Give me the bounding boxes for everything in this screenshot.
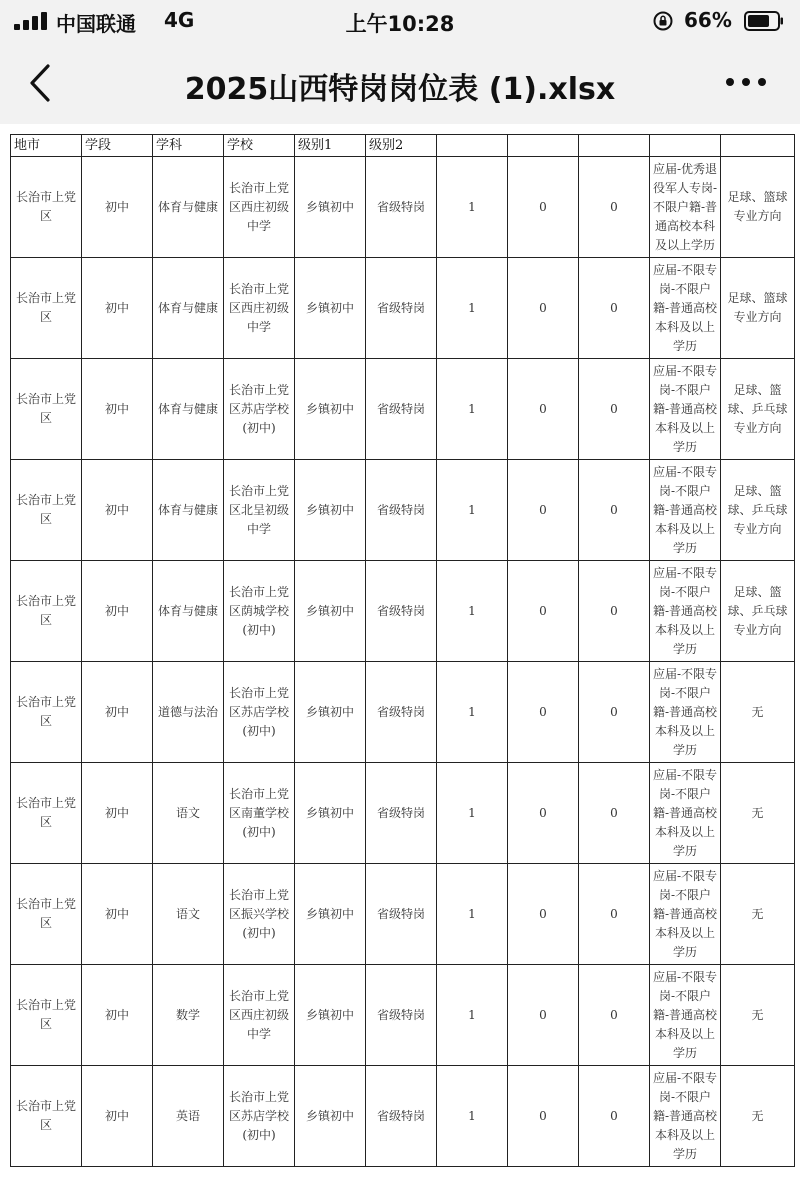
table-cell[interactable]: 体育与健康: [153, 258, 224, 359]
table-cell[interactable]: 语文: [153, 763, 224, 864]
column-header[interactable]: [579, 135, 650, 157]
table-row: [11, 763, 795, 864]
table-cell[interactable]: 初中: [82, 561, 153, 662]
table-row: [11, 965, 795, 1066]
table-cell[interactable]: 0: [579, 460, 650, 561]
orientation-lock-icon: [652, 10, 674, 32]
table-cell[interactable]: 1: [437, 965, 508, 1066]
column-header[interactable]: 学段: [82, 135, 153, 157]
table-cell[interactable]: 0: [508, 561, 579, 662]
table-cell[interactable]: 无: [721, 965, 795, 1066]
table-cell[interactable]: 无: [721, 763, 795, 864]
header-row: [11, 135, 795, 157]
table-cell[interactable]: 0: [579, 1066, 650, 1167]
table-cell[interactable]: 长治市上党区: [11, 864, 82, 965]
table-cell[interactable]: 体育与健康: [153, 460, 224, 561]
column-header[interactable]: 地市: [11, 135, 82, 157]
table-cell[interactable]: 0: [579, 561, 650, 662]
table-cell[interactable]: 0: [508, 258, 579, 359]
table-cell[interactable]: 1: [437, 662, 508, 763]
table-cell[interactable]: 省级特岗: [366, 157, 437, 258]
table-cell[interactable]: 0: [579, 258, 650, 359]
table-cell[interactable]: 初中: [82, 460, 153, 561]
column-header[interactable]: [721, 135, 795, 157]
table-cell[interactable]: 应届-不限专岗-不限户籍-普通高校本科及以上学历: [650, 763, 721, 864]
table-cell[interactable]: 长治市上党区西庄初级中学: [224, 965, 295, 1066]
table-cell[interactable]: 初中: [82, 157, 153, 258]
table-cell[interactable]: 乡镇初中: [295, 1066, 366, 1167]
back-chevron-icon[interactable]: [26, 62, 56, 104]
table-cell[interactable]: 长治市上党区西庄初级中学: [224, 258, 295, 359]
battery-icon: [744, 11, 784, 31]
column-header[interactable]: 级别1: [295, 135, 366, 157]
table-cell[interactable]: 1: [437, 258, 508, 359]
table-cell[interactable]: 长治市上党区: [11, 258, 82, 359]
table-cell[interactable]: 长治市上党区: [11, 662, 82, 763]
table-cell[interactable]: 长治市上党区: [11, 965, 82, 1066]
table-row: [11, 1066, 795, 1167]
table-cell[interactable]: 语文: [153, 864, 224, 965]
table-cell[interactable]: 应届-不限专岗-不限户籍-普通高校本科及以上学历: [650, 1066, 721, 1167]
table-cell[interactable]: 初中: [82, 258, 153, 359]
table-cell[interactable]: 长治市上党区: [11, 1066, 82, 1167]
table-cell[interactable]: 省级特岗: [366, 662, 437, 763]
table-cell[interactable]: 省级特岗: [366, 965, 437, 1066]
table-cell[interactable]: 无: [721, 1066, 795, 1167]
table-cell[interactable]: 0: [579, 864, 650, 965]
network-type: 4G: [164, 8, 195, 32]
table-cell[interactable]: 应届-不限专岗-不限户籍-普通高校本科及以上学历: [650, 359, 721, 460]
table-cell[interactable]: 0: [579, 662, 650, 763]
table-cell[interactable]: 长治市上党区荫城学校(初中): [224, 561, 295, 662]
table-cell[interactable]: 0: [508, 157, 579, 258]
table-cell[interactable]: 乡镇初中: [295, 157, 366, 258]
table-row: [11, 359, 795, 460]
table-cell[interactable]: 0: [579, 157, 650, 258]
table-cell[interactable]: 乡镇初中: [295, 258, 366, 359]
table-cell[interactable]: 1: [437, 460, 508, 561]
table-cell[interactable]: 0: [508, 662, 579, 763]
table-cell[interactable]: 0: [579, 965, 650, 1066]
table-cell[interactable]: 0: [579, 763, 650, 864]
table-cell[interactable]: 无: [721, 864, 795, 965]
table-cell[interactable]: 0: [508, 460, 579, 561]
table-cell[interactable]: 1: [437, 763, 508, 864]
table-cell[interactable]: 应届-不限专岗-不限户籍-普通高校本科及以上学历: [650, 460, 721, 561]
table-cell[interactable]: 长治市上党区: [11, 157, 82, 258]
column-header[interactable]: [650, 135, 721, 157]
table-cell[interactable]: 1: [437, 561, 508, 662]
table-cell[interactable]: 长治市上党区: [11, 561, 82, 662]
table-cell[interactable]: 1: [437, 864, 508, 965]
table-cell[interactable]: 长治市上党区北呈初级中学: [224, 460, 295, 561]
table-cell[interactable]: 足球、篮球、乒乓球专业方向: [721, 359, 795, 460]
table-cell[interactable]: 道德与法治: [153, 662, 224, 763]
table-cell[interactable]: 体育与健康: [153, 359, 224, 460]
table-cell[interactable]: 乡镇初中: [295, 359, 366, 460]
table-cell[interactable]: 长治市上党区: [11, 460, 82, 561]
table-row: [11, 258, 795, 359]
table-cell[interactable]: 长治市上党区南董学校(初中): [224, 763, 295, 864]
table-cell[interactable]: 初中: [82, 359, 153, 460]
column-header[interactable]: 级别2: [366, 135, 437, 157]
table-cell[interactable]: 长治市上党区: [11, 359, 82, 460]
more-dots-icon[interactable]: [722, 76, 770, 88]
status-bar: [0, 0, 800, 42]
table-cell[interactable]: 英语: [153, 1066, 224, 1167]
carrier-name: 中国联通: [56, 12, 136, 36]
table-cell[interactable]: 1: [437, 359, 508, 460]
table-cell[interactable]: 应届-不限专岗-不限户籍-普通高校本科及以上学历: [650, 662, 721, 763]
column-header[interactable]: [508, 135, 579, 157]
table-cell[interactable]: 应届-优秀退役军人专岗-不限户籍-普通高校本科及以上学历: [650, 157, 721, 258]
table-cell[interactable]: 足球、篮球专业方向: [721, 157, 795, 258]
battery-percent: 66%: [684, 8, 732, 32]
table-cell[interactable]: 体育与健康: [153, 561, 224, 662]
table-row: [11, 157, 795, 258]
table-cell[interactable]: 乡镇初中: [295, 561, 366, 662]
table-cell[interactable]: 数学: [153, 965, 224, 1066]
table-cell[interactable]: 足球、篮球专业方向: [721, 258, 795, 359]
table-cell[interactable]: 乡镇初中: [295, 965, 366, 1066]
table-cell[interactable]: 乡镇初中: [295, 460, 366, 561]
table-row: [11, 561, 795, 662]
table-cell[interactable]: 0: [508, 864, 579, 965]
table-cell[interactable]: 乡镇初中: [295, 864, 366, 965]
table-cell[interactable]: 初中: [82, 662, 153, 763]
table-cell[interactable]: 0: [579, 359, 650, 460]
table-cell[interactable]: 0: [508, 763, 579, 864]
table-cell[interactable]: 无: [721, 662, 795, 763]
table-cell[interactable]: 初中: [82, 763, 153, 864]
table-cell[interactable]: 长治市上党区苏店学校(初中): [224, 359, 295, 460]
table-cell[interactable]: 省级特岗: [366, 359, 437, 460]
table-cell[interactable]: 省级特岗: [366, 763, 437, 864]
table-cell[interactable]: 初中: [82, 965, 153, 1066]
file-title: 2025山西特岗岗位表 (1).xlsx: [184, 72, 616, 107]
table-cell[interactable]: 初中: [82, 1066, 153, 1167]
table-row: [11, 662, 795, 763]
table-cell[interactable]: 长治市上党区苏店学校(初中): [224, 662, 295, 763]
table-cell[interactable]: 省级特岗: [366, 258, 437, 359]
table-cell[interactable]: 体育与健康: [153, 157, 224, 258]
table-cell[interactable]: 0: [508, 359, 579, 460]
table-cell[interactable]: 应届-不限专岗-不限户籍-普通高校本科及以上学历: [650, 965, 721, 1066]
column-header[interactable]: 学校: [224, 135, 295, 157]
table-cell[interactable]: 省级特岗: [366, 864, 437, 965]
table-cell[interactable]: 乡镇初中: [295, 662, 366, 763]
table-cell[interactable]: 省级特岗: [366, 460, 437, 561]
table-row: [11, 460, 795, 561]
table-cell[interactable]: 初中: [82, 864, 153, 965]
table-cell[interactable]: 省级特岗: [366, 1066, 437, 1167]
column-header[interactable]: 学科: [153, 135, 224, 157]
clock: 上午10:28: [345, 12, 455, 36]
table-cell[interactable]: 0: [508, 1066, 579, 1167]
column-header[interactable]: [437, 135, 508, 157]
table-cell[interactable]: 足球、篮球、乒乓球专业方向: [721, 561, 795, 662]
table-cell[interactable]: 长治市上党区西庄初级中学: [224, 157, 295, 258]
table-row: [11, 864, 795, 965]
table-cell[interactable]: 应届-不限专岗-不限户籍-普通高校本科及以上学历: [650, 258, 721, 359]
table-cell[interactable]: 省级特岗: [366, 561, 437, 662]
table-cell[interactable]: 长治市上党区: [11, 763, 82, 864]
table-cell[interactable]: 足球、篮球、乒乓球专业方向: [721, 460, 795, 561]
table-cell[interactable]: 0: [508, 965, 579, 1066]
job-table: [10, 134, 795, 1167]
table-cell[interactable]: 应届-不限专岗-不限户籍-普通高校本科及以上学历: [650, 864, 721, 965]
nav-bar: [0, 42, 800, 124]
table-cell[interactable]: 1: [437, 157, 508, 258]
table-cell[interactable]: 乡镇初中: [295, 763, 366, 864]
table-cell[interactable]: 应届-不限专岗-不限户籍-普通高校本科及以上学历: [650, 561, 721, 662]
table-cell[interactable]: 1: [437, 1066, 508, 1167]
table-cell[interactable]: 长治市上党区振兴学校(初中): [224, 864, 295, 965]
table-cell[interactable]: 长治市上党区苏店学校(初中): [224, 1066, 295, 1167]
spreadsheet-view[interactable]: [0, 124, 800, 1188]
